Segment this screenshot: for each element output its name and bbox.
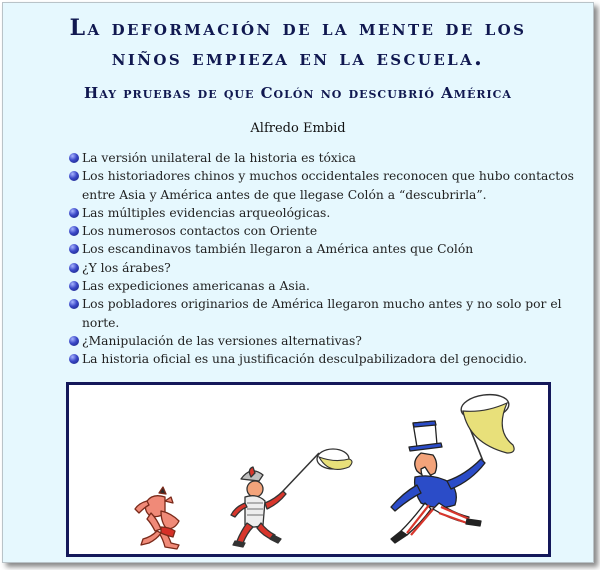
cartoon-chase-image	[69, 385, 548, 554]
list-item: Los pobladores originarios de América llegaron mucho antes y no solo por el norte.	[69, 295, 589, 332]
list-item: Las expediciones americanas a Asia.	[69, 277, 589, 295]
list-item: La versión unilateral de la historia es tóxica	[69, 149, 589, 167]
title-line-2: niños empieza en la escuela.	[111, 45, 485, 71]
list-item: Los escandinavos también llegaron a América antes que Colón	[69, 240, 589, 258]
page-subtitle: Hay pruebas de que Colón no descubrió América	[84, 84, 512, 102]
bullet-icon	[69, 226, 79, 236]
bullet-icon	[69, 336, 79, 346]
bullet-icon	[69, 171, 79, 181]
list-item: ¿Y los árabes?	[69, 259, 589, 277]
list-item: La historia oficial es una justificación desculpabilizadora del genocidio.	[69, 350, 589, 368]
uncle-sam-figure	[391, 421, 485, 543]
bullet-icon	[69, 299, 79, 309]
list-item: Los numerosos contactos con Oriente	[69, 222, 589, 240]
bullet-icon	[69, 153, 79, 163]
bullet-icon	[69, 354, 79, 364]
author-name: Alfredo Embid	[250, 121, 346, 136]
butterfly-net-small	[283, 449, 352, 491]
title-line-1: La deformación de la mente de los	[69, 15, 527, 41]
cartoon-illustration	[66, 382, 551, 557]
bullet-icon	[69, 281, 79, 291]
native-figure	[135, 487, 179, 549]
article-card	[2, 2, 594, 563]
list-item: Las múltiples evidencias arqueológicas.	[69, 204, 589, 222]
list-item: ¿Manipulación de las versiones alternativas?	[69, 332, 589, 350]
bullet-icon	[69, 244, 79, 254]
summary-list	[69, 149, 589, 369]
list-item: Los historiadores chinos y muchos occidentales reconocen que hubo contactos entre Asia y América antes de que llegase Colón a “descubrirla”.	[69, 167, 589, 204]
bullet-icon	[69, 208, 79, 218]
page-title	[3, 13, 593, 73]
butterfly-net-large	[460, 392, 515, 461]
bullet-icon	[69, 263, 79, 273]
conquistador-figure	[231, 467, 286, 547]
